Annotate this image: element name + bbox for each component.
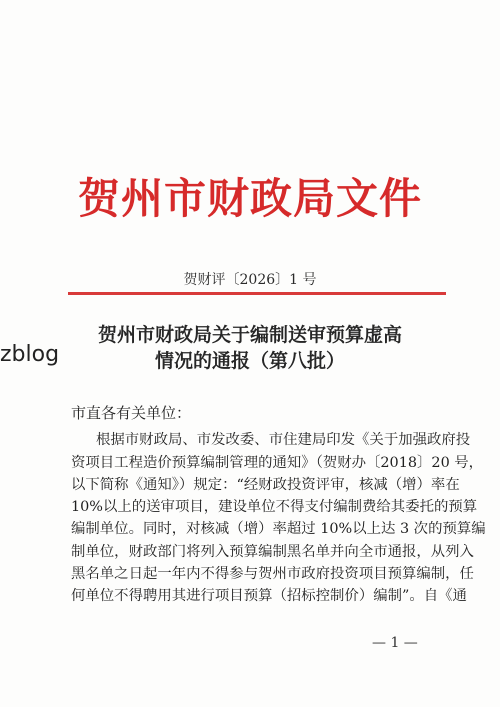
addressee: 市直各有关单位：	[71, 404, 192, 422]
document-header-title: 贺州市财政局文件	[77, 174, 422, 223]
document-number: 贺财评〔2026〕1 号	[183, 272, 317, 288]
header-red-rule	[68, 292, 446, 295]
body-line: 黑名单之日起一年内不得参与贺州市政府投资项目预算编制，任	[71, 566, 474, 582]
body-line: 何单位不得聘用其进行项目预算（招标控制价）编制”。自《通	[71, 588, 467, 604]
body-line: 以下简称《通知》）规定：“经财政投资评审，核减（增）率在	[71, 477, 460, 493]
watermark-text: zblog	[0, 342, 60, 367]
body-line: 编制单位。同时，对核减（增）率超过 10%以上达 3 次的预算编	[71, 521, 486, 537]
body-line: 制单位，财政部门将列入预算编制黑名单并向全市通报，从列入	[71, 544, 474, 560]
subject-title-line-2: 情况的通报（第八批）	[154, 350, 345, 372]
body-line: 根据市财政局、市发改委、市住建局印发《关于加强政府投	[96, 432, 471, 448]
body-line: 资项目工程造价预算编制管理的通知》（贺财办〔2018〕20 号，	[71, 455, 484, 471]
body-line: 10%以上的送审项目，建设单位不得支付编制费给其委托的预算	[71, 499, 478, 515]
subject-title-line-1: 贺州市财政局关于编制送审预算虚高	[97, 324, 402, 346]
page-number: — 1 —	[372, 635, 418, 651]
